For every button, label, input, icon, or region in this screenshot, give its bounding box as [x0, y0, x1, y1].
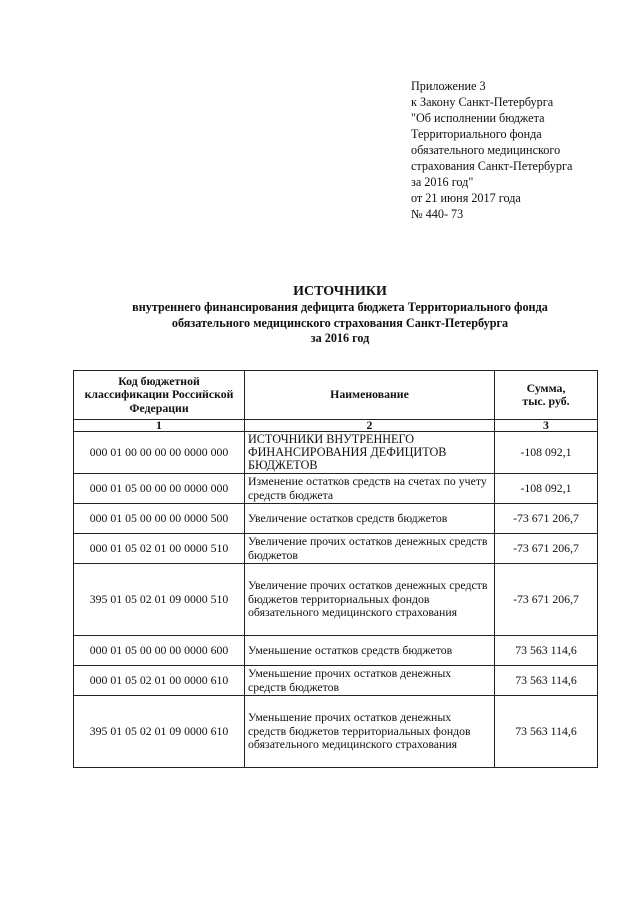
row-amount: -108 092,1	[495, 432, 598, 474]
title-subtitle: внутреннего финансирования дефицита бюджета Территориального фонда	[132, 300, 548, 314]
table-row	[74, 534, 598, 564]
appendix-line: Приложение 3	[411, 79, 486, 93]
row-amount: 73 563 114,6	[495, 666, 598, 696]
row-name: Изменение остатков средств на счетах по учету средств бюджета	[245, 474, 495, 504]
row-name: Увеличение прочих остатков денежных средств бюджетов	[245, 534, 495, 564]
appendix-line: "Об исполнении бюджета	[411, 111, 545, 125]
appendix-line: за 2016 год"	[411, 175, 474, 189]
header-code: Код бюджетной классификации Российской Федерации	[74, 371, 245, 420]
appendix-line: Территориального фонда	[411, 127, 542, 141]
row-code: 000 01 05 02 01 00 0000 510	[74, 534, 245, 564]
row-code: 000 01 05 00 00 00 0000 000	[74, 474, 245, 504]
row-amount: 73 563 114,6	[495, 636, 598, 666]
column-number: 3	[495, 420, 598, 432]
row-name: Уменьшение прочих остатков денежных средств бюджетов территориальных фондов обязательного медицинского страхования	[245, 696, 495, 768]
row-code: 395 01 05 02 01 09 0000 610	[74, 696, 245, 768]
appendix-line: обязательного медицинского	[411, 143, 561, 157]
row-name: Уменьшение прочих остатков денежных средств бюджетов	[245, 666, 495, 696]
row-name: Уменьшение остатков средств бюджетов	[245, 636, 495, 666]
table-row	[74, 636, 598, 666]
row-name: ИСТОЧНИКИ ВНУТРЕННЕГО ФИНАНСИРОВАНИЯ ДЕФИЦИТОВ БЮДЖЕТОВ	[245, 432, 495, 474]
table-row	[74, 666, 598, 696]
appendix-line: страхования Санкт-Петербурга	[411, 159, 573, 173]
title-subtitle: за 2016 год	[310, 331, 370, 345]
title-main: ИСТОЧНИКИ	[293, 284, 387, 299]
appendix-line: № 440- 73	[411, 207, 464, 221]
table-row	[74, 432, 598, 474]
column-number-row	[74, 420, 598, 432]
table-row	[74, 504, 598, 534]
title-subtitle: обязательного медицинского страхования Санкт-Петербурга	[171, 315, 509, 330]
row-amount: -73 671 206,7	[495, 504, 598, 534]
appendix-line: от 21 июня 2017 года	[411, 191, 521, 205]
sources-table	[73, 370, 598, 768]
table-row	[74, 564, 598, 636]
row-code: 000 01 05 02 01 00 0000 610	[74, 666, 245, 696]
row-amount: -73 671 206,7	[495, 564, 598, 636]
row-name: Увеличение прочих остатков денежных средств бюджетов территориальных фондов обязательного медицинского страхования	[245, 564, 495, 636]
row-name: Увеличение остатков средств бюджетов	[245, 504, 495, 534]
document-title	[60, 283, 620, 347]
table-row	[74, 696, 598, 768]
column-number: 2	[245, 420, 495, 432]
table-header-row	[74, 371, 598, 420]
row-code: 395 01 05 02 01 09 0000 510	[74, 564, 245, 636]
row-amount: 73 563 114,6	[495, 696, 598, 768]
row-code: 000 01 00 00 00 00 0000 000	[74, 432, 245, 474]
row-amount: -108 092,1	[495, 474, 598, 504]
row-amount: -73 671 206,7	[495, 534, 598, 564]
row-code: 000 01 05 00 00 00 0000 500	[74, 504, 245, 534]
table-row	[74, 474, 598, 504]
appendix-note	[411, 78, 626, 222]
appendix-line: к Закону Санкт-Петербурга	[411, 95, 554, 109]
header-amount: Сумма, тыс. руб.	[495, 371, 598, 420]
header-name: Наименование	[245, 371, 495, 420]
column-number: 1	[74, 420, 245, 432]
row-code: 000 01 05 00 00 00 0000 600	[74, 636, 245, 666]
